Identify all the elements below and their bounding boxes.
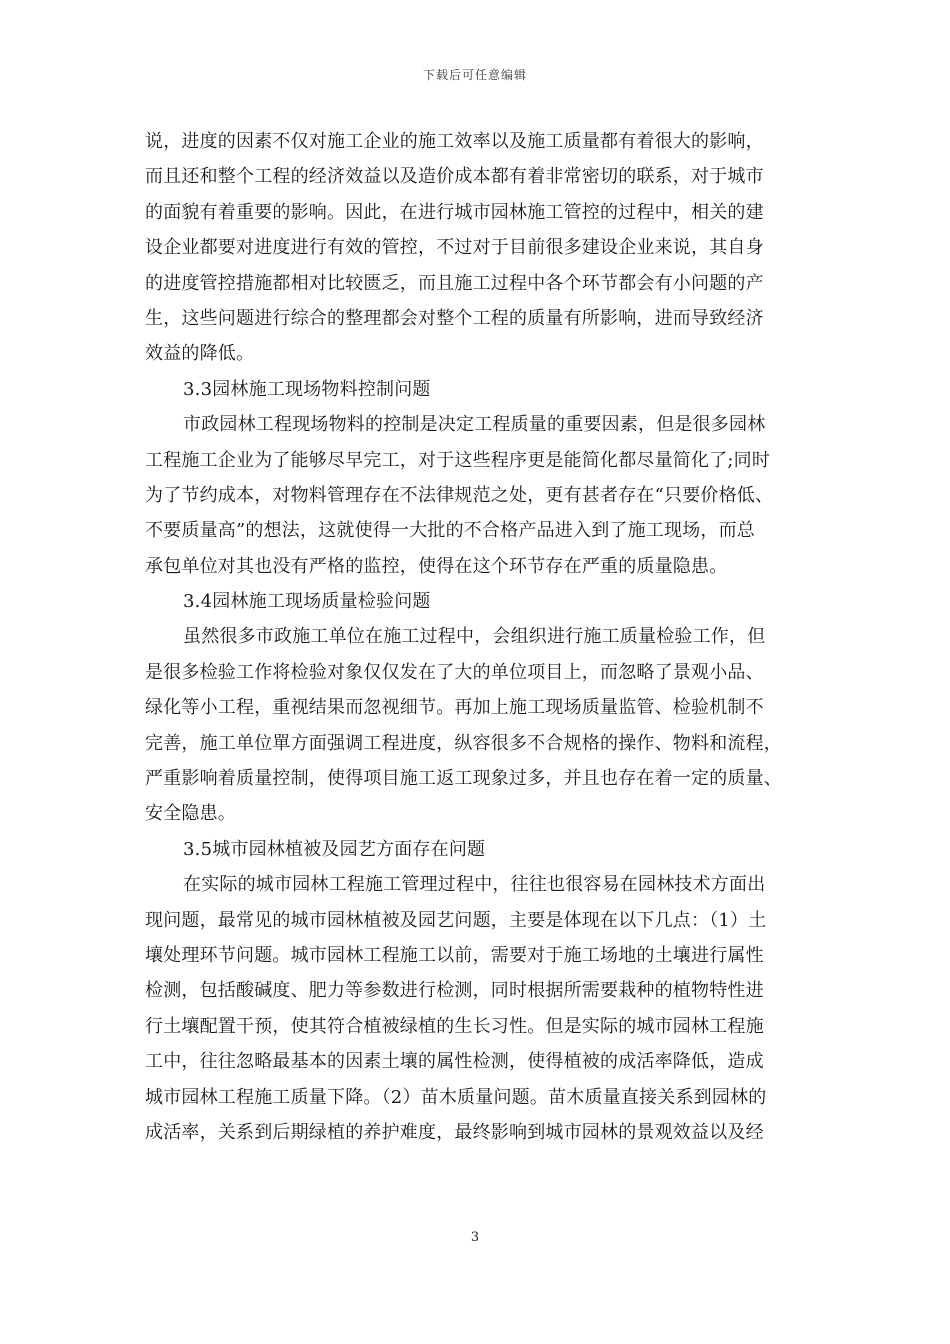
text-line: 严重影响着质量控制，使得项目施工返工现象过多，并且也存在着一定的质量、 [145,768,782,790]
page-number: 3 [470,1230,480,1245]
text-line: 为了节约成本，对物料管理存在不法律规范之处，更有甚者存在“只要价格低、 [145,484,774,506]
section-heading-3-4: 3.4园林施工现场质量检验问题 [183,591,431,613]
section-heading-3-5: 3.5城市园林植被及园艺方面存在问题 [183,838,486,860]
text-line: 壤处理环节问题。城市园林工程施工以前，需要对于施工场地的土壤进行属性 [145,944,764,966]
text-line: 市政园林工程现场物料的控制是决定工程质量的重要因素，但是很多园林 [183,414,766,436]
text-line: 的进度管控措施都相对比较匮乏，而且施工过程中各个环节都会有小问题的产 [145,272,764,294]
text-line: 是很多检验工作将检验对象仅仅发在了大的单位项目上，而忽略了景观小品、 [145,661,764,683]
text-line: 完善，施工单位單方面强调工程进度，纵容很多不合规格的操作、物料和流程， [145,732,782,754]
text-line: 的面貌有着重要的影响。因此，在进行城市园林施工管控的过程中，相关的建 [145,201,764,223]
text-line: 工程施工企业为了能够尽早完工，对于这些程序更是能简化都尽量简化了;同时 [145,449,771,471]
text-line: 在实际的城市园林工程施工管理过程中，往往也很容易在园林技术方面出 [183,874,766,896]
text-line: 工中，往往忽略最基本的因素土壤的属性检测，使得植被的成活率降低，造成 [145,1051,764,1073]
page-header: 下载后可任意编辑 [422,68,527,82]
text-line: 设企业都要对进度进行有效的管控，不过对于目前很多建设企业来说，其自身 [145,237,764,259]
text-line: 生，这些问题进行综合的整理都会对整个工程的质量有所影响，进而导致经济 [145,307,764,329]
text-line: 说，进度的因素不仅对施工企业的施工效率以及施工质量都有着很大的影响， [145,131,764,152]
text-line: 成活率，关系到后期绿植的养护难度，最终影响到城市园林的景观效益以及经 [145,1121,764,1143]
section-heading-3-3: 3.3园林施工现场物料控制问题 [183,378,431,400]
text-line: 而且还和整个工程的经济效益以及造价成本都有着非常密切的联系，对于城市 [145,166,764,188]
text-line: 城市园林工程施工质量下降。（2）苗木质量问题。苗木质量直接关系到园林的 [145,1086,767,1108]
text-line: 安全隐患。 [145,803,236,825]
text-line: 行土壤配置干预，使其符合植被绿植的生长习性。但是实际的城市园林工程施 [145,1015,764,1037]
text-line: 效益的降低。 [145,343,255,365]
text-line: 不要质量高”的想法，这就使得一大批的不合格产品进入到了施工现场，而总 [145,520,755,542]
text-line: 现问题，最常见的城市园林植被及园艺问题，主要是体现在以下几点：（1）土 [145,909,767,931]
text-line: 虽然很多市政施工单位在施工过程中，会组织进行施工质量检验工作，但 [183,626,766,648]
text-line: 绿化等小工程，重视结果而忽视细节。再加上施工现场质量监管、检验机制不 [145,697,764,719]
text-line: 承包单位对其也没有严格的监控，使得在这个环节存在严重的质量隐患。 [145,555,728,577]
document-body [145,124,810,1150]
text-line: 检测，包括酸碱度、肥力等参数进行检测，同时根据所需要栽种的植物特性进 [145,980,764,1002]
